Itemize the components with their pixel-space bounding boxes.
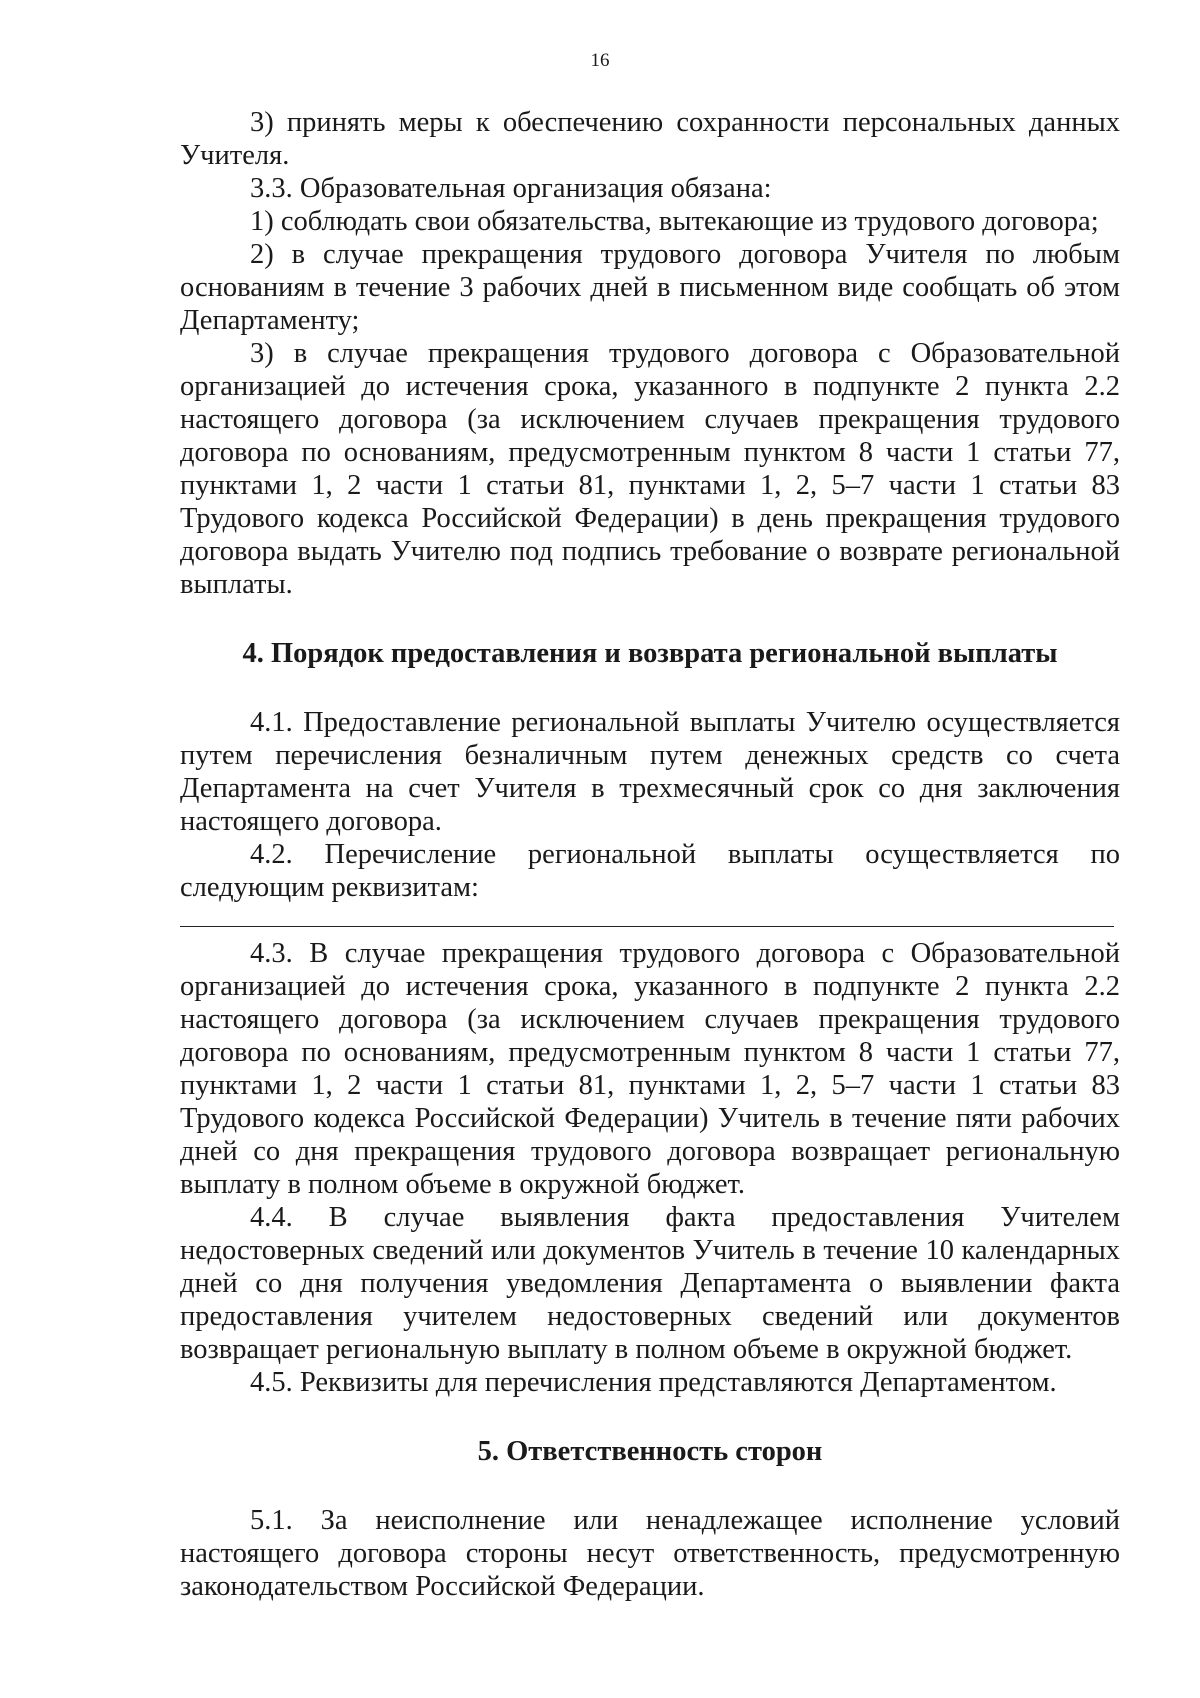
paragraph-3-3-item-3b: 3) в случае прекращения трудового договора с Образовательной организацией до истечения срока, указанного в подпункте 2 пункта 2.2 настоящего договора (за исключением случаев прекращения трудового договора по основаниям, предусмотренным пунктом 8 части 1 статьи 77, пунктами 1, 2 части 1 статьи 81, пунктами 1, 2, 5–7 части 1 статьи 83 Трудового кодекса Российской Федерации) в день прекращения трудового договора выдать Учителю под подпись требование о возврате региональной выплаты. bbox=[180, 338, 1120, 600]
paragraph-4-2: 4.2. Перечисление региональной выплаты осуществляется по следующим реквизитам: bbox=[180, 839, 1120, 903]
paragraph-4-4: 4.4. В случае выявления факта предоставления Учителем недостоверных сведений или документов Учитель в течение 10 календарных дней со дня получения уведомления Департамента о выявлении факта предоставления учителем недостоверных сведений или документов возвращает региональную выплату в полном объеме в окружной бюджет. bbox=[180, 1202, 1120, 1365]
document-body bbox=[180, 106, 1120, 1603]
paragraph-4-3: 4.3. В случае прекращения трудового договора с Образовательной организацией до истечения срока, указанного в подпункте 2 пункта 2.2 настоящего договора (за исключением случаев прекращения трудового договора по основаниям, предусмотренным пунктом 8 части 1 статьи 77, пунктами 1, 2 части 1 статьи 81, пунктами 1, 2, 5–7 части 1 статьи 83 Трудового кодекса Российской Федерации) Учитель в течение пяти рабочих дней со дня прекращения трудового договора возвращает региональную выплату в полном объеме в окружной бюджет. bbox=[180, 938, 1120, 1200]
spacer bbox=[180, 601, 1120, 637]
paragraph-3-3-item-2: 2) в случае прекращения трудового договора Учителя по любым основаниям в течение 3 рабочих дней в письменном виде сообщать об этом Департаменту; bbox=[180, 239, 1120, 336]
spacer bbox=[180, 1399, 1120, 1435]
spacer bbox=[180, 1468, 1120, 1504]
section-5-heading: 5. Ответственность сторон bbox=[477, 1436, 823, 1467]
requisites-blank-line bbox=[180, 926, 1114, 927]
spacer bbox=[180, 670, 1120, 706]
paragraph-3-3-item-1: 1) соблюдать свои обязательства, вытекающие из трудового договора; bbox=[250, 206, 1099, 237]
section-4-heading: 4. Порядок предоставления и возврата региональной выплаты bbox=[242, 638, 1058, 669]
paragraph-5-1: 5.1. За неисполнение или ненадлежащее исполнение условий настоящего договора стороны несут ответственность, предусмотренную законодательством Российской Федерации. bbox=[180, 1505, 1120, 1602]
paragraph-3-3-item-3: 3) принять меры к обеспечению сохранности персональных данных Учителя. bbox=[180, 107, 1120, 171]
paragraph-3-3: 3.3. Образовательная организация обязана: bbox=[250, 173, 772, 204]
paragraph-4-1: 4.1. Предоставление региональной выплаты Учителю осуществляется путем перечисления безналичным путем денежных средств со счета Департамента на счет Учителя в трехмесячный срок со дня заключения настоящего договора. bbox=[180, 707, 1120, 837]
page-number: 16 bbox=[590, 50, 610, 71]
paragraph-4-5: 4.5. Реквизиты для перечисления представляются Департаментом. bbox=[250, 1367, 1057, 1398]
